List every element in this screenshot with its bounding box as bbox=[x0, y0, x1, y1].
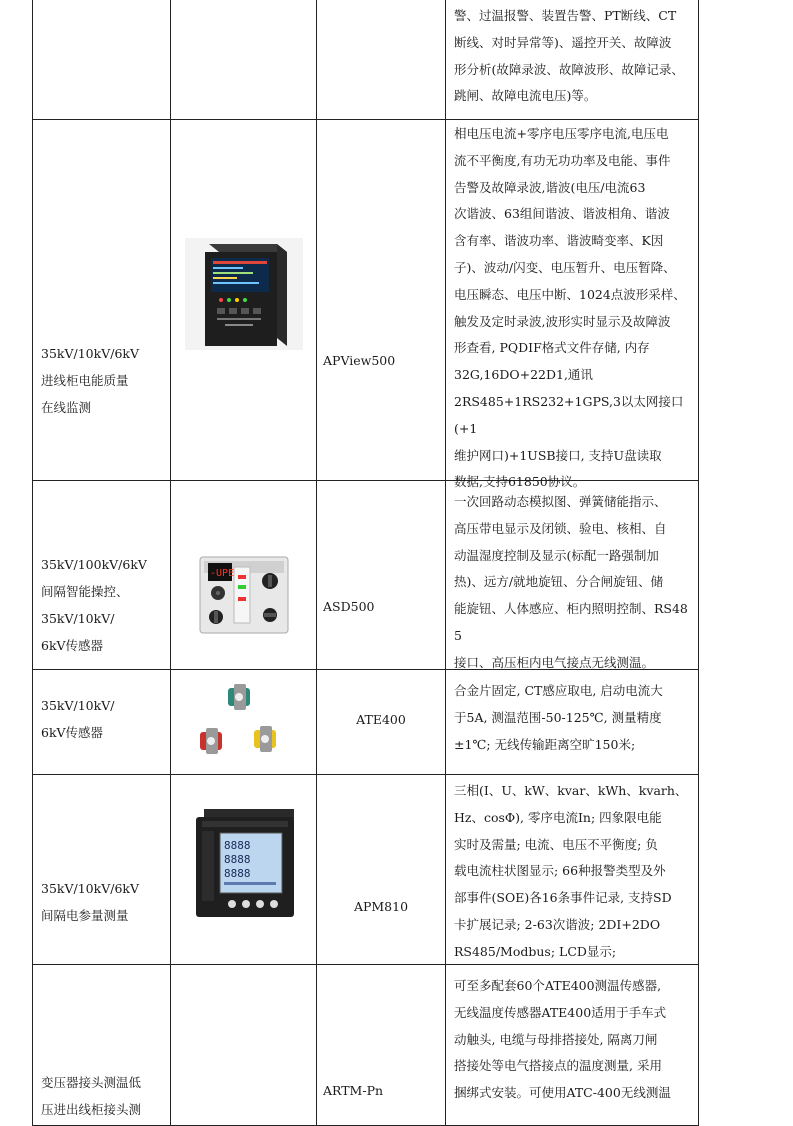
power-quality-monitor-device-icon bbox=[185, 238, 303, 350]
table-row bbox=[32, 775, 699, 965]
description-cell bbox=[446, 965, 698, 1125]
application-text: 变压器接头测温低 压进出线柜接头测 bbox=[41, 1075, 142, 1117]
product-table bbox=[32, 0, 699, 1126]
product-image-cell bbox=[171, 670, 316, 774]
svg-text:8888: 8888 bbox=[223, 867, 250, 880]
application-cell bbox=[33, 120, 170, 480]
wireless-temperature-sensors-icon bbox=[198, 678, 290, 762]
model-cell bbox=[317, 965, 445, 1125]
application-cell bbox=[33, 965, 170, 1125]
description-cell bbox=[446, 775, 698, 964]
model-text: ATE400 bbox=[356, 712, 406, 727]
application-text: 35kV/10kV/6kV 间隔电参量测量 bbox=[41, 881, 139, 923]
application-cell bbox=[33, 670, 170, 774]
multifunction-power-meter-icon bbox=[190, 807, 298, 919]
description-text: 相电压电流+零序电压零序电流,电压电 流不平衡度,有功无功功率及电能、事件 告警及故障录波,谐波(电压/电流63 次谐波、63组间谐波、谐波相角、谐波 含有率、谐波功率、谐波畸变率、K因 子)、波动/闪变、电压暂升、电压暂降、 电压瞬态、电压中断、1024点波形采样、 触发及定时录波,波形实时显示及故障波 形查看, PQDIF格式文件存储, 内存 32G,16DO+22D1,通讯 2RS485+1RS232+1GPS,3以太网接口(+1 维护网口)+1USB接口, 支持U盘读取 数据,支持61850协议。 bbox=[454, 126, 686, 490]
model-text: APView500 bbox=[323, 353, 396, 368]
svg-text:8888: 8888 bbox=[223, 853, 250, 866]
description-text: 合金片固定, CT感应取电, 启动电流大 于5A, 测温范围-50-125℃, 测量精度 ±1℃; 无线传输距离空旷150米; bbox=[454, 683, 663, 752]
product-image-cell bbox=[171, 481, 316, 669]
application-cell bbox=[33, 481, 170, 669]
application-text: 35kV/10kV/6kV 进线柜电能质量 在线监测 bbox=[41, 346, 139, 415]
model-cell bbox=[317, 120, 445, 480]
table-row bbox=[32, 670, 699, 775]
description-cell bbox=[446, 0, 698, 119]
model-text: ARTM-Pn bbox=[323, 1083, 384, 1098]
description-cell bbox=[446, 481, 698, 669]
product-image-cell bbox=[171, 120, 316, 480]
application-text: 35kV/100kV/6kV 间隔智能操控、 35kV/10kV/ 6kV传感器 bbox=[41, 557, 147, 653]
description-cell bbox=[446, 670, 698, 774]
application-text: 35kV/10kV/ 6kV传感器 bbox=[41, 698, 115, 740]
description-text: 可至多配套60个ATE400测温传感器, 无线温度传感器ATE400适用于手车式 动触头, 电缆与母排搭接处, 隔离刀闸 搭接处等电气搭接点的温度测量, 采用 捆绑式安装。可使用ATC-400无线测温 bbox=[454, 978, 671, 1101]
product-image-cell bbox=[171, 775, 316, 964]
table-row bbox=[32, 0, 699, 120]
description-text: 警、过温报警、装置告警、PT断线、CT 断线、对时异常等)、遥控开关、故障波 形分析(故障录波、故障波形、故障记录、 跳闸、故障电流电压)等。 bbox=[454, 8, 684, 104]
description-cell bbox=[446, 120, 698, 490]
table-row bbox=[32, 965, 699, 1126]
application-cell bbox=[33, 775, 170, 964]
description-text: 三相(I、U、kW、kvar、kWh、kvarh、 Hz、cosΦ), 零序电流In; 四象限电能 实时及需量; 电流、电压不平衡度; 负 载电流柱状图显示; 66种报警类型及外 部事件(SOE)各16条事件记录, 支持SD 卡扩展记录; 2-63次谐波; 2DI+2DO RS485/Modbus; LCD显示; bbox=[454, 783, 688, 959]
table-row bbox=[32, 120, 699, 490]
svg-text:8888: 8888 bbox=[223, 839, 250, 852]
switchgear-controller-device-icon bbox=[198, 553, 290, 635]
description-text: 一次回路动态模拟图、弹簧储能指示、 高压带电显示及闭锁、验电、核相、自 动温湿度控制及显示(标配一路强制加 热)、远方/就地旋钮、分合闸旋钮、储 能旋钮、人体感应、柜内照明控制、RS485 接口、高压柜内电气接点无线测温。 bbox=[454, 494, 688, 670]
model-cell bbox=[317, 670, 445, 774]
table-row bbox=[32, 481, 699, 670]
model-cell bbox=[317, 775, 445, 964]
model-text: ASD500 bbox=[323, 599, 375, 614]
model-cell bbox=[317, 481, 445, 669]
svg-text:-UPE: -UPE bbox=[209, 568, 234, 579]
model-text: APM810 bbox=[353, 899, 409, 914]
